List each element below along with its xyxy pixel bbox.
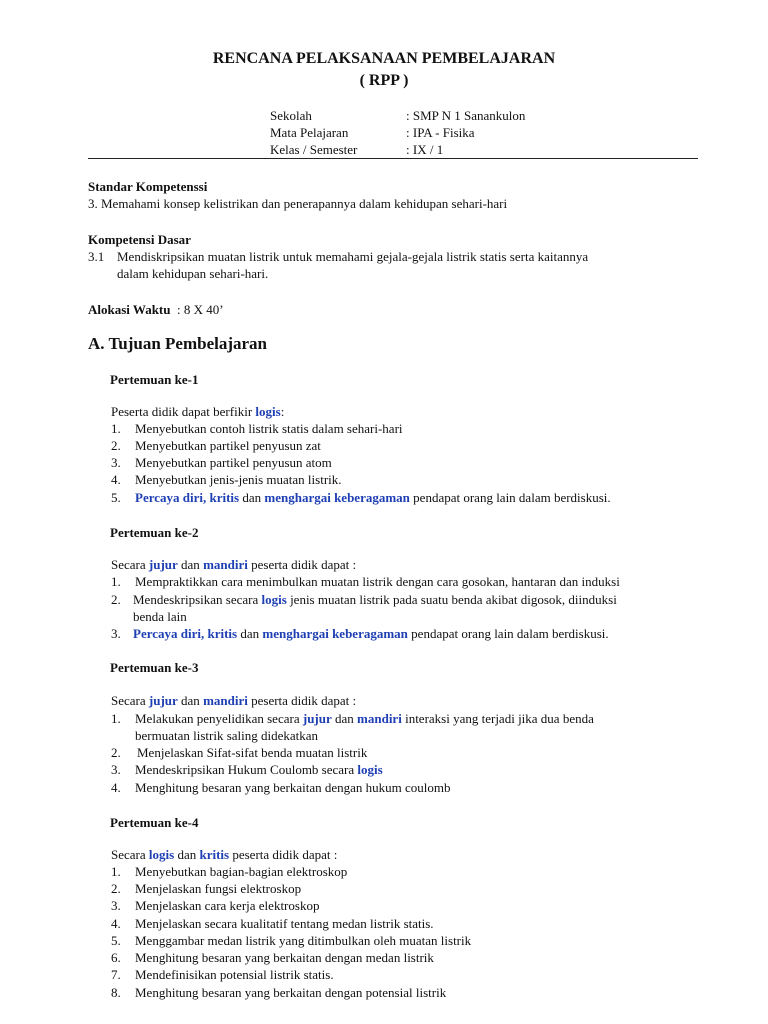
list-number: 3. [111,898,121,913]
kd-number: 3.1 [88,249,105,264]
info-label: Mata Pelajaran [270,125,349,140]
intro-text: peserta didik dapat : [247,693,357,708]
keyword: jujur [148,693,178,708]
pertemuan-3-intro [111,693,356,709]
kd-heading: Kompetensi Dasar [88,232,191,247]
intro-text: Secara [111,693,149,708]
item-text: dan [237,626,263,641]
list-item: Menghitung besaran yang berkaitan dengan potensial listrik [135,985,447,1000]
list-number: 3. [111,455,121,470]
list-item: Menyebutkan partikel penyusun atom [135,455,332,470]
intro-text: Secara [111,557,149,572]
sk-heading: Standar Kompetenssi [88,179,208,194]
list-item: Menjelaskan secara kualitatif tentang medan listrik statis. [135,916,434,931]
keyword: logis [148,847,175,862]
kd-line-1: Mendiskripsikan muatan listrik untuk memahami gejala-gejala listrik statis serta kaitannya [117,249,589,264]
header-divider [88,158,698,159]
intro-text: dan [174,847,200,862]
list-item: Menyebutkan contoh listrik statis dalam sehari-hari [135,421,403,436]
intro-text: dan [177,557,204,572]
keyword: menghargai keberagaman [262,626,408,641]
list-item [135,762,383,778]
list-item [133,626,609,642]
pertemuan-2-heading: Pertemuan ke-2 [110,525,199,540]
list-item [135,490,611,506]
alokasi-label: Alokasi Waktu [88,302,171,317]
keyword: kritis [199,847,230,862]
intro-text: dan [177,693,204,708]
alokasi-waktu [88,302,224,318]
intro-text: peserta didik dapat : [247,557,357,572]
item-text: interaksi yang terjadi jika dua benda [401,711,594,726]
item-text: pendapat orang lain dalam berdiskusi. [407,626,609,641]
list-number: 3. [111,626,121,641]
keyword: logis [357,762,383,777]
item-text: pendapat orang lain dalam berdiskusi. [409,490,611,505]
list-number: 4. [111,916,121,931]
list-number: 2. [111,438,121,453]
pertemuan-1-intro [111,404,284,420]
intro-text: Secara [111,847,149,862]
list-item: Menjelaskan cara kerja elektroskop [135,898,320,913]
item-text: dan [331,711,358,726]
list-item: Menghitung besaran yang berkaitan dengan hukum coulomb [135,780,451,795]
list-number: 5. [111,490,121,505]
list-item: Menyebutkan jenis-jenis muatan listrik. [135,472,342,487]
item-text: Melakukan penyelidikan secara [135,711,303,726]
alokasi-value: : 8 X 40’ [177,302,224,317]
item-text: Mendeskripsikan secara [133,592,262,607]
list-item: Menjelaskan fungsi elektroskop [135,881,302,896]
item-text: Mendeskripsikan Hukum Coulomb secara [135,762,358,777]
list-number: 3. [111,762,121,777]
keyword: logis [255,404,281,419]
list-item-continuation: bermuatan listrik saling didekatkan [135,728,319,743]
keyword: Percaya diri, kritis [135,490,240,505]
list-number: 6. [111,950,121,965]
list-number: 2. [111,745,121,760]
doc-subtitle: ( RPP ) [359,72,409,89]
info-label: Sekolah [270,108,312,123]
list-number: 4. [111,780,121,795]
list-item: Menyebutkan bagian-bagian elektroskop [135,864,348,879]
keyword: menghargai keberagaman [264,490,410,505]
keyword: jujur [302,711,332,726]
info-label: Kelas / Semester [270,142,358,157]
list-number: 1. [111,864,121,879]
pertemuan-2-intro [111,557,356,573]
pertemuan-1-heading: Pertemuan ke-1 [110,372,199,387]
list-item: Menjelaskan Sifat-sifat benda muatan listrik [137,745,368,760]
list-number: 1. [111,421,121,436]
item-text: jenis muatan listrik pada suatu benda akibat digosok, diinduksi [286,592,617,607]
sk-text: 3. Memahami konsep kelistrikan dan penerapannya dalam kehidupan sehari-hari [88,196,508,211]
list-number: 4. [111,472,121,487]
info-value: : IPA - Fisika [406,125,475,140]
list-item: Menggambar medan listrik yang ditimbulkan oleh muatan listrik [135,933,472,948]
list-item: Menyebutkan partikel penyusun zat [135,438,321,453]
list-item: Menghitung besaran yang berkaitan dengan medan listrik [135,950,434,965]
item-text: dan [239,490,265,505]
intro-text: Peserta didik dapat berfikir [111,404,256,419]
keyword: jujur [148,557,178,572]
kd-line-2: dalam kehidupan sehari-hari. [117,266,269,281]
pertemuan-4-intro [111,847,337,863]
doc-title: RENCANA PELAKSANAAN PEMBELAJARAN [212,50,556,67]
list-item-continuation: benda lain [133,609,187,624]
section-heading-tujuan: A. Tujuan Pembelajaran [88,334,267,353]
pertemuan-4-heading: Pertemuan ke-4 [110,815,199,830]
keyword: mandiri [203,557,248,572]
list-number: 1. [111,574,121,589]
info-value: : IX / 1 [406,142,444,157]
intro-text: : [280,404,285,419]
list-item: Mempraktikkan cara menimbulkan muatan listrik dengan cara gosokan, hantaran dan induksi [135,574,620,589]
keyword: Percaya diri, kritis [133,626,238,641]
keyword: mandiri [203,693,248,708]
keyword: mandiri [357,711,402,726]
keyword: logis [261,592,287,607]
pertemuan-3-heading: Pertemuan ke-3 [110,660,199,675]
list-number: 1. [111,711,121,726]
info-value: : SMP N 1 Sanankulon [406,108,526,123]
list-number: 8. [111,985,121,1000]
list-item [135,711,594,727]
list-number: 2. [111,592,121,607]
list-number: 2. [111,881,121,896]
list-number: 7. [111,967,121,982]
list-number: 5. [111,933,121,948]
list-item: Mendefinisikan potensial listrik statis. [135,967,334,982]
list-item [133,592,617,608]
intro-text: peserta didik dapat : [229,847,338,862]
